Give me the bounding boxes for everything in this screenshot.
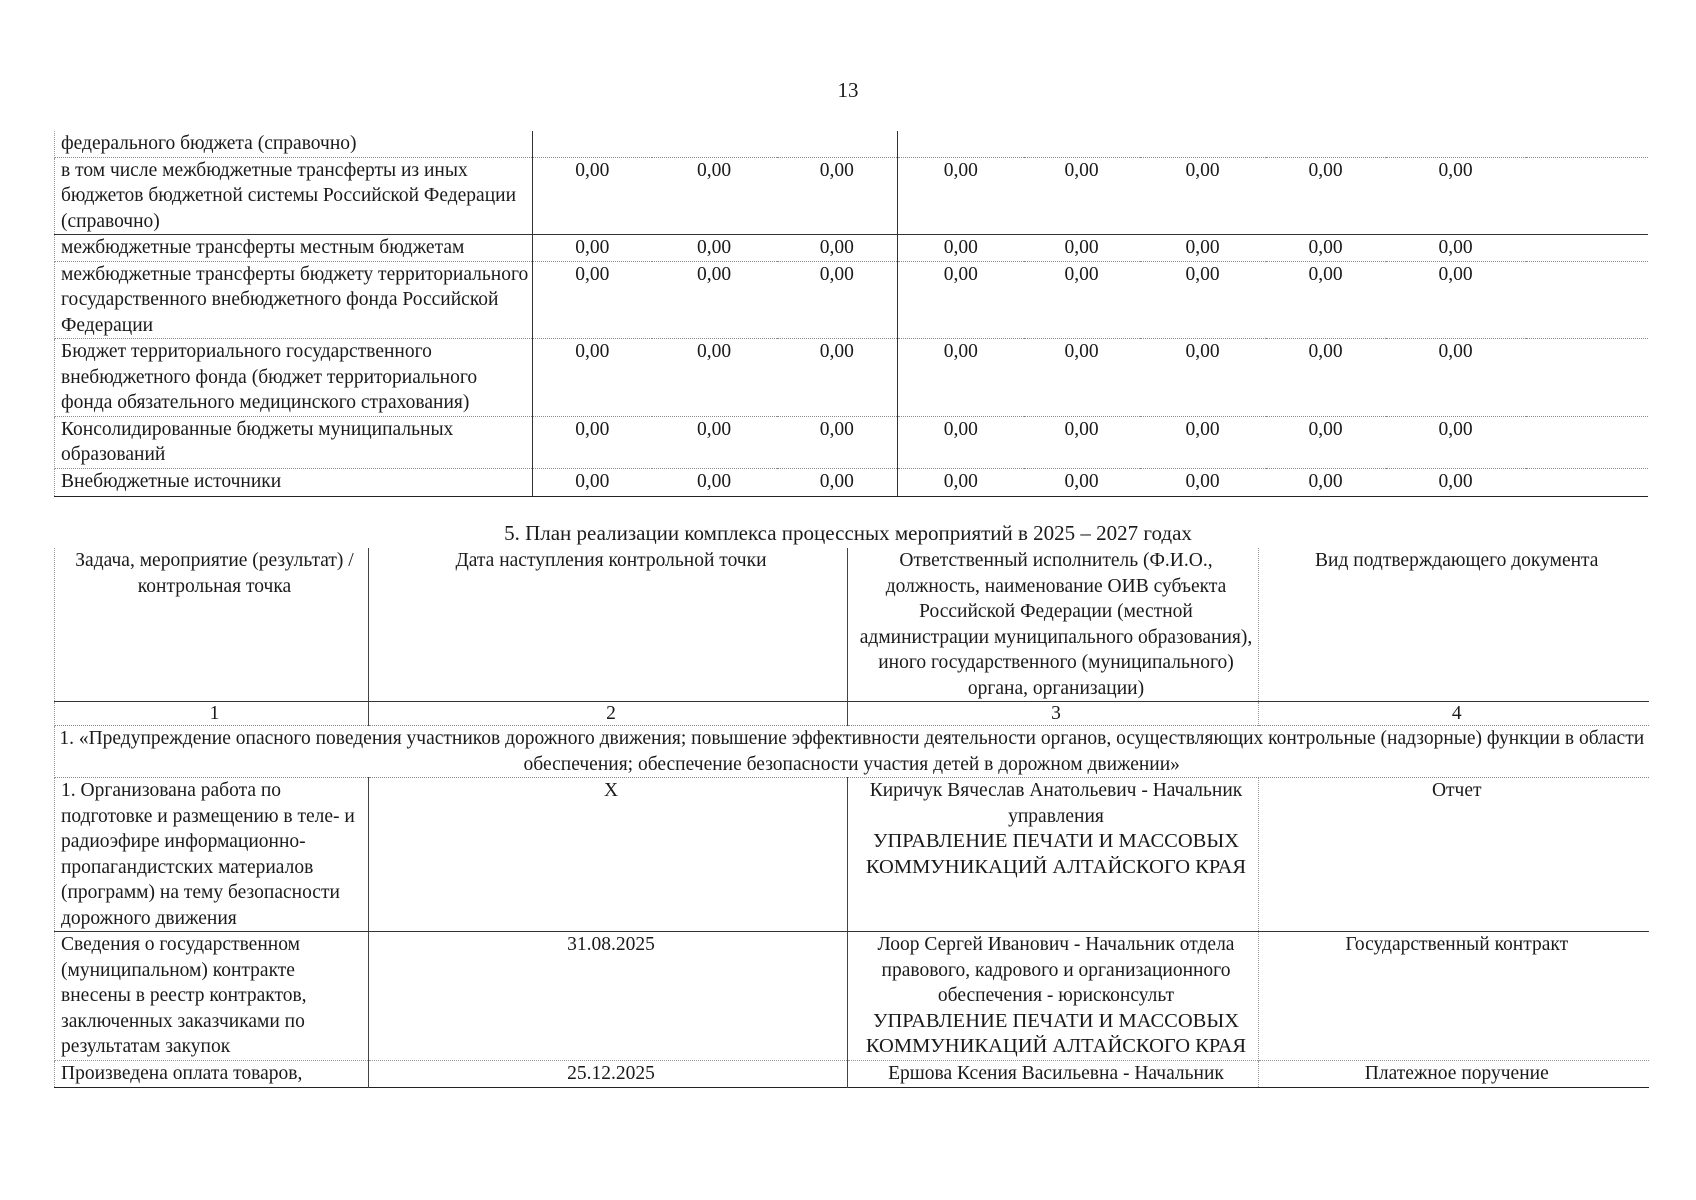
budget-value-cell: 0,00 xyxy=(1386,339,1526,417)
budget-spacer xyxy=(1526,416,1649,468)
budget-spacer xyxy=(1526,468,1649,496)
budget-value-cell: 0,00 xyxy=(1386,416,1526,468)
budget-value-cell: 0,00 xyxy=(533,261,652,339)
budget-value-cell: 0,00 xyxy=(898,235,1024,262)
budget-row-label: Консолидированные бюджеты муниципальных образований xyxy=(55,416,533,468)
date-cell: 25.12.2025 xyxy=(369,1061,848,1088)
budget-table xyxy=(54,131,1648,497)
budget-value-cell xyxy=(1386,131,1526,157)
budget-spacer xyxy=(1526,157,1649,235)
budget-value-cell: 0,00 xyxy=(777,339,898,417)
responsible-person: Киричук Вячеслав Анатольевич - Начальник управления xyxy=(869,780,1243,827)
group-row xyxy=(55,726,1649,778)
budget-row-label: федерального бюджета (справочно) xyxy=(55,131,533,157)
budget-value-cell: 0,00 xyxy=(777,235,898,262)
date-cell: 31.08.2025 xyxy=(369,932,848,1061)
budget-value-cell: 0,00 xyxy=(1266,157,1386,235)
budget-row-label: Бюджет территориального государственного внебюджетного фонда (бюджет территориального фонда обязательного медицинского страхования) xyxy=(55,339,533,417)
responsible-cell xyxy=(848,778,1259,932)
budget-value-cell: 0,00 xyxy=(898,468,1024,496)
budget-value-cell: 0,00 xyxy=(1024,157,1140,235)
budget-value-cell: 0,00 xyxy=(533,235,652,262)
header-task: Задача, мероприятие (результат) / контрольная точка xyxy=(55,548,369,702)
budget-row xyxy=(55,157,1649,235)
responsible-org: УПРАВЛЕНИЕ ПЕЧАТИ И МАССОВЫХ КОММУНИКАЦИЙ АЛТАЙСКОГО КРАЯ xyxy=(865,1009,1247,1057)
responsible-cell xyxy=(848,1061,1259,1088)
document-cell: Государственный контракт xyxy=(1259,932,1649,1061)
budget-value-cell: 0,00 xyxy=(1386,261,1526,339)
budget-value-cell: 0,00 xyxy=(1266,416,1386,468)
budget-value-cell: 0,00 xyxy=(1386,157,1526,235)
budget-row xyxy=(55,339,1649,417)
budget-value-cell: 0,00 xyxy=(777,157,898,235)
budget-value-cell: 0,00 xyxy=(652,468,777,496)
budget-value-cell: 0,00 xyxy=(777,261,898,339)
header-document: Вид подтверждающего документа xyxy=(1259,548,1649,702)
budget-value-cell xyxy=(1140,131,1266,157)
budget-row-label: Внебюджетные источники xyxy=(55,468,533,496)
column-number: 2 xyxy=(369,702,848,726)
budget-value-cell: 0,00 xyxy=(1140,261,1266,339)
budget-spacer xyxy=(1526,339,1649,417)
plan-header-row xyxy=(55,548,1649,702)
budget-value-cell: 0,00 xyxy=(898,157,1024,235)
budget-value-cell: 0,00 xyxy=(898,416,1024,468)
budget-value-cell: 0,00 xyxy=(1140,416,1266,468)
budget-row xyxy=(55,468,1649,496)
budget-row-label: межбюджетные трансферты бюджету территориального государственного внебюджетного фонда Российской Федерации xyxy=(55,261,533,339)
budget-value-cell: 0,00 xyxy=(652,157,777,235)
plan-table xyxy=(54,548,1649,1088)
budget-spacer xyxy=(1526,235,1649,262)
budget-value-cell: 0,00 xyxy=(1266,261,1386,339)
budget-value-cell: 0,00 xyxy=(1024,235,1140,262)
budget-row xyxy=(55,131,1649,157)
budget-value-cell: 0,00 xyxy=(1386,235,1526,262)
budget-value-cell: 0,00 xyxy=(1266,339,1386,417)
budget-value-cell: 0,00 xyxy=(898,339,1024,417)
column-number: 3 xyxy=(848,702,1259,726)
budget-value-cell xyxy=(898,131,1024,157)
plan-row xyxy=(55,778,1649,932)
document-cell: Отчет xyxy=(1259,778,1649,932)
budget-value-cell: 0,00 xyxy=(777,468,898,496)
budget-value-cell xyxy=(533,131,652,157)
budget-value-cell: 0,00 xyxy=(652,261,777,339)
budget-value-cell: 0,00 xyxy=(1140,235,1266,262)
column-number: 4 xyxy=(1259,702,1649,726)
plan-row xyxy=(55,932,1649,1061)
budget-value-cell xyxy=(1266,131,1386,157)
task-cell: Сведения о государственном (муниципальном) контракте внесены в реестр контрактов, заключенных заказчиками по результатам закупок xyxy=(55,932,369,1061)
responsible-person: Ершова Ксения Васильевна - Начальник xyxy=(888,1063,1224,1084)
budget-value-cell: 0,00 xyxy=(533,416,652,468)
budget-value-cell: 0,00 xyxy=(1024,468,1140,496)
document-cell: Платежное поручение xyxy=(1259,1061,1649,1088)
budget-value-cell: 0,00 xyxy=(652,339,777,417)
date-cell: X xyxy=(369,778,848,932)
column-number-row xyxy=(55,702,1649,726)
budget-value-cell: 0,00 xyxy=(1266,468,1386,496)
group-title: 1. «Предупреждение опасного поведения участников дорожного движения; повышение эффективности деятельности органов, осуществляющих контрольные (надзорные) функции в области обеспечения; обеспечение безопасности участия детей в дорожном движении» xyxy=(55,726,1649,778)
budget-value-cell: 0,00 xyxy=(1140,339,1266,417)
budget-value-cell: 0,00 xyxy=(1024,339,1140,417)
budget-value-cell: 0,00 xyxy=(533,339,652,417)
task-cell: 1. Организована работа по подготовке и размещению в теле- и радиоэфире информационно-пропагандистских материалов (программ) на тему безопасности дорожного движения xyxy=(55,778,369,932)
budget-row xyxy=(55,261,1649,339)
budget-spacer xyxy=(1526,261,1649,339)
budget-row-label: в том числе межбюджетные трансферты из иных бюджетов бюджетной системы Российской Федерации (справочно) xyxy=(55,157,533,235)
budget-value-cell: 0,00 xyxy=(1266,235,1386,262)
budget-row xyxy=(55,235,1649,262)
budget-value-cell: 0,00 xyxy=(1024,261,1140,339)
budget-row-label: межбюджетные трансферты местным бюджетам xyxy=(55,235,533,262)
task-cell: Произведена оплата товаров, xyxy=(55,1061,369,1088)
budget-row xyxy=(55,416,1649,468)
header-date: Дата наступления контрольной точки xyxy=(369,548,848,702)
responsible-person: Лоор Сергей Иванович - Начальник отдела правового, кадрового и организационного обеспечения - юрисконсульт xyxy=(877,934,1235,1006)
budget-value-cell xyxy=(1024,131,1140,157)
responsible-org: УПРАВЛЕНИЕ ПЕЧАТИ И МАССОВЫХ КОММУНИКАЦИЙ АЛТАЙСКОГО КРАЯ xyxy=(865,830,1247,878)
budget-value-cell xyxy=(777,131,898,157)
section-title: 5. План реализации комплекса процессных мероприятий в 2025 – 2027 годах xyxy=(504,521,1192,545)
budget-value-cell: 0,00 xyxy=(652,235,777,262)
budget-value-cell: 0,00 xyxy=(533,157,652,235)
budget-spacer xyxy=(1526,131,1649,157)
responsible-cell xyxy=(848,932,1259,1061)
page-number: 13 xyxy=(837,78,859,102)
budget-value-cell: 0,00 xyxy=(777,416,898,468)
budget-value-cell: 0,00 xyxy=(898,261,1024,339)
budget-value-cell: 0,00 xyxy=(652,416,777,468)
plan-row xyxy=(55,1061,1649,1088)
header-responsible: Ответственный исполнитель (Ф.И.О., должность, наименование ОИВ субъекта Российской Федерации (местной администрации муниципального образования), иного государственного (муниципального) органа, организации) xyxy=(848,548,1259,702)
column-number: 1 xyxy=(55,702,369,726)
budget-value-cell: 0,00 xyxy=(1140,468,1266,496)
budget-value-cell: 0,00 xyxy=(1140,157,1266,235)
budget-value-cell: 0,00 xyxy=(1024,416,1140,468)
budget-value-cell xyxy=(652,131,777,157)
budget-value-cell: 0,00 xyxy=(1386,468,1526,496)
budget-value-cell: 0,00 xyxy=(533,468,652,496)
